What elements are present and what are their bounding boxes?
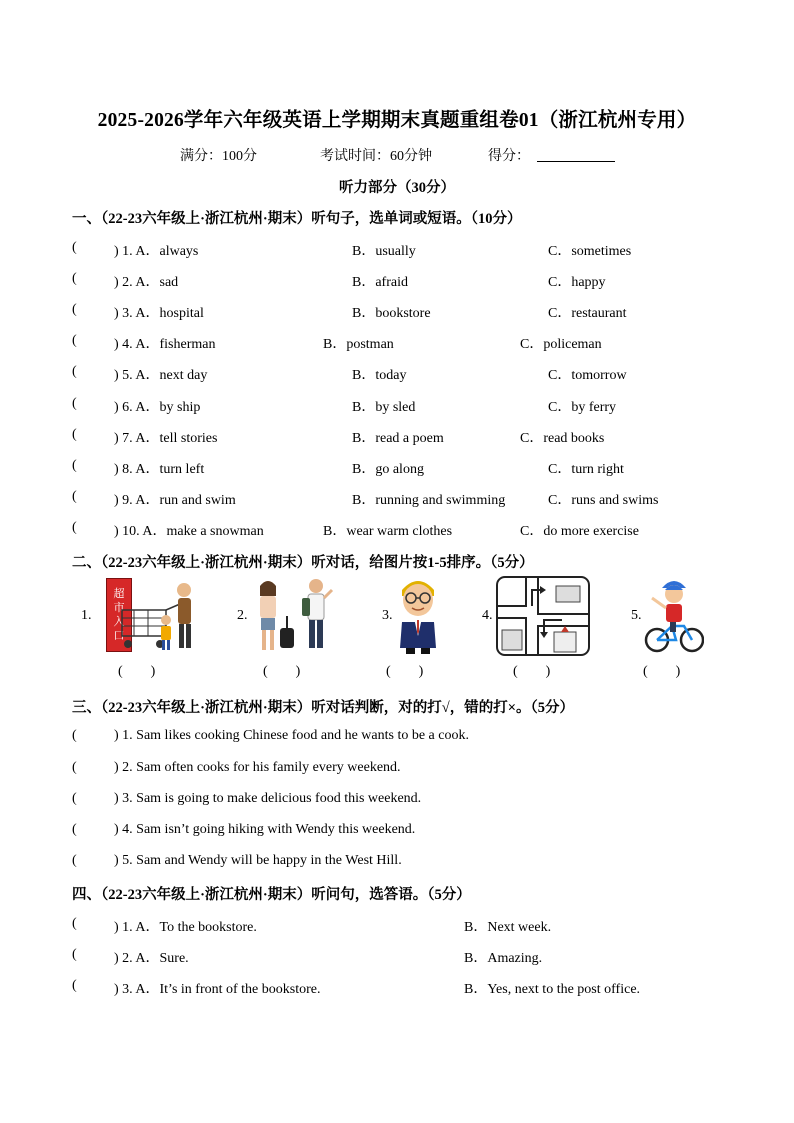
picture-number: 3. [382, 608, 393, 623]
option-a: ) 1. A．always [114, 244, 199, 259]
answer-paren[interactable]: ( [72, 520, 77, 535]
option-a: ) 1. A．To the bookstore. [114, 920, 257, 935]
answer-paren[interactable]: ( [72, 302, 77, 317]
q3-row [0, 791, 794, 813]
order-blank[interactable]: ( ) [263, 664, 301, 679]
answer-paren[interactable]: ( [72, 853, 77, 868]
answer-paren[interactable]: ( [72, 364, 77, 379]
answer-paren[interactable]: ( [72, 947, 77, 962]
statement: ) 5. Sam and Wendy will be happy in the West Hill. [114, 853, 402, 868]
option-c: C．turn right [548, 462, 624, 477]
option-b: B．running and swimming [352, 493, 506, 508]
option-c: C．by ferry [548, 400, 617, 415]
option-b: B．read a poem [352, 431, 444, 446]
score-label: 得分： [488, 149, 530, 164]
option-b: B．usually [352, 244, 416, 259]
option-a: ) 9. A．run and swim [114, 493, 236, 508]
option-b: B．by sled [352, 400, 416, 415]
section-4-heading: 四、（22-23六年级上·浙江杭州·期末）听问句，选答语。（5分） [72, 887, 471, 903]
option-c: C．read books [520, 431, 605, 446]
q4-row [0, 978, 794, 1000]
picture-number: 4. [482, 608, 493, 623]
answer-paren[interactable]: ( [72, 916, 77, 931]
q1-row [0, 520, 794, 542]
cart-icon [100, 576, 196, 656]
answer-paren[interactable]: ( [72, 427, 77, 442]
picture-number: 5. [631, 608, 642, 623]
full-score: 满分：100分 [180, 149, 257, 164]
q1-row [0, 489, 794, 511]
q1-row [0, 458, 794, 480]
option-b: B．Yes, next to the post office. [464, 982, 641, 997]
option-a: ) 2. A．Sure. [114, 951, 189, 966]
option-a: ) 3. A．hospital [114, 306, 204, 321]
option-c: C．runs and swims [548, 493, 659, 508]
answer-paren[interactable]: ( [72, 791, 77, 806]
answer-paren[interactable]: ( [72, 822, 77, 837]
option-b: B．wear warm clothes [323, 524, 453, 539]
q1-row [0, 427, 794, 449]
travelers-icon [252, 576, 336, 656]
statement: ) 1. Sam likes cooking Chinese food and he wants to be a cook. [114, 728, 469, 743]
option-a: ) 3. A．It’s in front of the bookstore. [114, 982, 321, 997]
answer-paren[interactable]: ( [72, 240, 77, 255]
answer-paren[interactable]: ( [72, 396, 77, 411]
cyclist-icon [644, 576, 704, 656]
option-b: B．bookstore [352, 306, 431, 321]
supermarket-picture [100, 576, 196, 656]
option-b: B．Amazing. [464, 951, 543, 966]
q4-row [0, 947, 794, 969]
option-c: C．happy [548, 275, 606, 290]
order-blank[interactable]: ( ) [643, 664, 681, 679]
sign-char: 入 [113, 615, 125, 628]
businessman-icon [396, 576, 440, 656]
picture-number: 2. [237, 608, 248, 623]
score-blank[interactable] [537, 145, 615, 162]
statement: ) 2. Sam often cooks for his family every weekend. [114, 760, 401, 775]
sign-char: 超 [113, 587, 125, 600]
exam-time: 考试时间：60分钟 [320, 149, 432, 164]
option-c: C．policeman [520, 337, 602, 352]
option-b: B．Next week. [464, 920, 552, 935]
q1-row [0, 364, 794, 386]
section-3-heading: 三、（22-23六年级上·浙江杭州·期末）听对话判断，对的打√，错的打×。（5分） [72, 700, 574, 716]
statement: ) 3. Sam is going to make delicious food this weekend. [114, 791, 422, 806]
option-b: B．postman [323, 337, 394, 352]
order-blank[interactable]: ( ) [513, 664, 551, 679]
option-a: ) 7. A．tell stories [114, 431, 218, 446]
option-a: ) 6. A．by ship [114, 400, 201, 415]
statement: ) 4. Sam isn’t going hiking with Wendy this weekend. [114, 822, 416, 837]
map-icon [496, 576, 590, 656]
option-b: B．today [352, 368, 407, 383]
answer-paren[interactable]: ( [72, 271, 77, 286]
listening-heading: 听力部分（30分） [339, 180, 455, 196]
sign-char: 市 [113, 601, 125, 614]
answer-paren[interactable]: ( [72, 489, 77, 504]
option-a: ) 4. A．fisherman [114, 337, 216, 352]
option-a: ) 5. A．next day [114, 368, 208, 383]
answer-paren[interactable]: ( [72, 760, 77, 775]
q1-row [0, 240, 794, 262]
q1-row [0, 333, 794, 355]
q3-row [0, 822, 794, 844]
q3-row [0, 728, 794, 750]
q1-row [0, 396, 794, 418]
option-a: ) 2. A．sad [114, 275, 179, 290]
q3-row [0, 853, 794, 875]
q1-row [0, 302, 794, 324]
answer-paren[interactable]: ( [72, 978, 77, 993]
q4-row [0, 916, 794, 938]
option-a: ) 10. A．make a snowman [114, 524, 264, 539]
option-c: C．restaurant [548, 306, 627, 321]
option-c: C．sometimes [548, 244, 632, 259]
section-2-heading: 二、（22-23六年级上·浙江杭州·期末）听对话，给图片按1-5排序。（5分） [72, 555, 534, 571]
order-blank[interactable]: ( ) [118, 664, 156, 679]
answer-paren[interactable]: ( [72, 458, 77, 473]
option-c: C．do more exercise [520, 524, 639, 539]
q3-row [0, 760, 794, 782]
option-b: B．go along [352, 462, 424, 477]
order-blank[interactable]: ( ) [386, 664, 424, 679]
section-1-heading: 一、（22-23六年级上·浙江杭州·期末）听句子，选单词或短语。（10分） [72, 211, 522, 227]
page-title: 2025-2026学年六年级英语上学期期末真题重组卷01（浙江杭州专用） [97, 110, 697, 131]
option-a: ) 8. A．turn left [114, 462, 205, 477]
answer-paren[interactable]: ( [72, 728, 77, 743]
answer-paren[interactable]: ( [72, 333, 77, 348]
sign-char: 口 [113, 629, 125, 642]
q1-row [0, 271, 794, 293]
picture-number: 1. [81, 608, 92, 623]
option-b: B．afraid [352, 275, 408, 290]
option-c: C．tomorrow [548, 368, 627, 383]
